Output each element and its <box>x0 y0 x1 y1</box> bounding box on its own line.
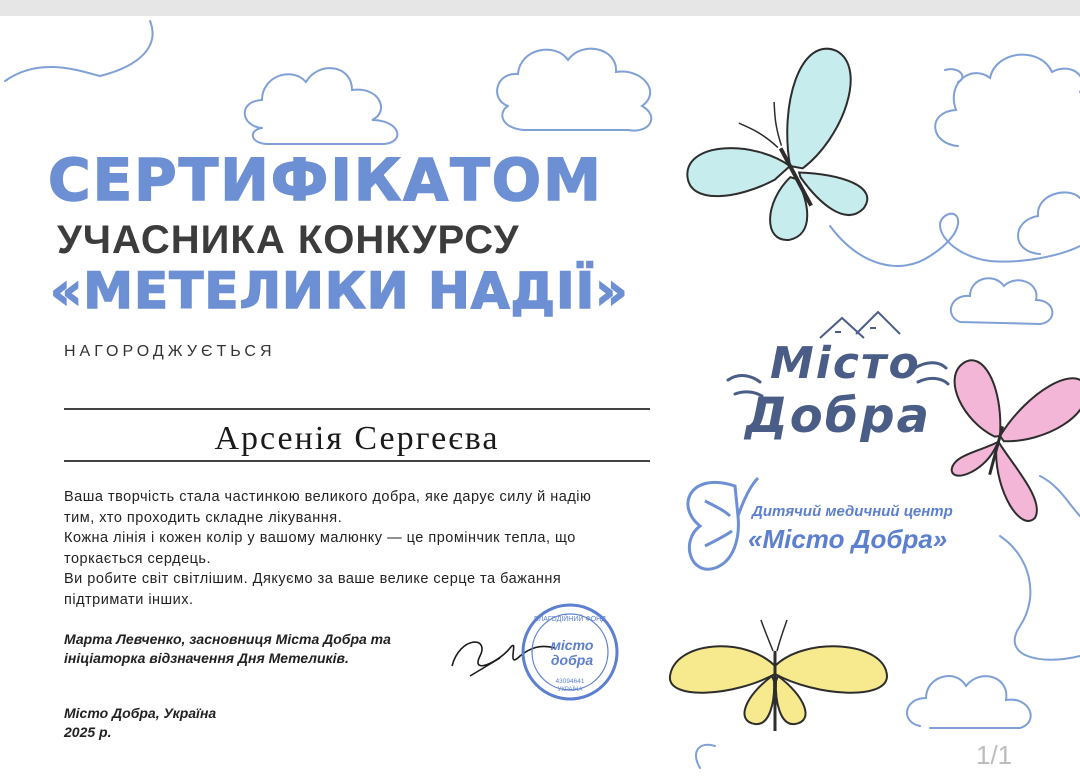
signatory <box>64 630 464 667</box>
svg-text:місто: місто <box>550 637 594 653</box>
cloud-icon <box>951 278 1052 324</box>
place-date <box>64 704 364 741</box>
cloud-icon <box>1000 536 1080 660</box>
awarded-label: НАГОРОДЖУЄТЬСЯ <box>64 343 276 360</box>
cloud-icon <box>245 68 398 144</box>
svg-text:43094641: 43094641 <box>555 678 585 685</box>
logo-line1: Місто <box>770 338 921 389</box>
body-paragraph: Ви робите світ світлішим. Дякуємо за ваше велике серце та бажання підтримати інших. <box>64 571 562 608</box>
year: 2025 р. <box>64 723 112 740</box>
cloud-icon <box>1040 476 1080 516</box>
place: Місто Добра, Україна <box>64 705 217 721</box>
signatory-line: ініціаторка відзначення Дня Метеликів. <box>64 649 349 666</box>
name-top-rule <box>64 408 650 410</box>
cloud-icon <box>907 676 1031 728</box>
body-paragraph: Ваша творчість стала частинкою великого добра, яке дарує силу й надію тим, хто проходить складне лікування. <box>64 489 592 526</box>
cloud-icon <box>945 69 962 82</box>
svg-text:добра: добра <box>550 652 594 668</box>
logo-line2: Добра <box>745 388 931 444</box>
cloud-icon <box>935 55 1080 146</box>
butterfly-icon <box>670 620 887 731</box>
house-roof-icon <box>820 312 900 338</box>
certificate-body <box>64 487 624 610</box>
certificate-page <box>0 16 1080 779</box>
signatory-line: Марта Левченко, засновниця Міста Добра та <box>64 631 391 647</box>
butterfly-icon <box>924 348 1080 527</box>
svg-text:УКРАЇНА: УКРАЇНА <box>557 687 583 693</box>
cloud-icon <box>497 49 651 131</box>
page-indicator: 1/1 <box>976 740 1013 770</box>
name-bottom-rule <box>64 460 650 462</box>
body-paragraph: Кожна лінія і кожен колір у вашому малюнку — це промінчик тепла, що торкається сердець. <box>64 530 576 567</box>
cloud-icon <box>830 214 1080 266</box>
recipient-name: Арсенія Сергеєва <box>214 420 500 457</box>
cloud-icon <box>1018 192 1080 254</box>
svg-text:БЛАГОДІЙНИЙ ФОНД: БЛАГОДІЙНИЙ ФОНД <box>534 616 606 623</box>
cloud-icon <box>5 21 153 81</box>
medical-center-name: «Місто Добра» <box>748 524 948 554</box>
butterfly-icon <box>662 41 912 276</box>
medical-center-subtitle: Дитячий медичний центр <box>752 503 953 520</box>
certificate-subtitle: УЧАСНИКА КОНКУРСУ <box>57 218 520 262</box>
stamp-icon <box>520 602 620 702</box>
contest-name: «МЕТЕЛИКИ НАДІЇ» <box>50 262 629 320</box>
cloud-icon <box>696 745 715 768</box>
certificate-title: СЕРТИФІКАТОМ <box>48 146 603 214</box>
